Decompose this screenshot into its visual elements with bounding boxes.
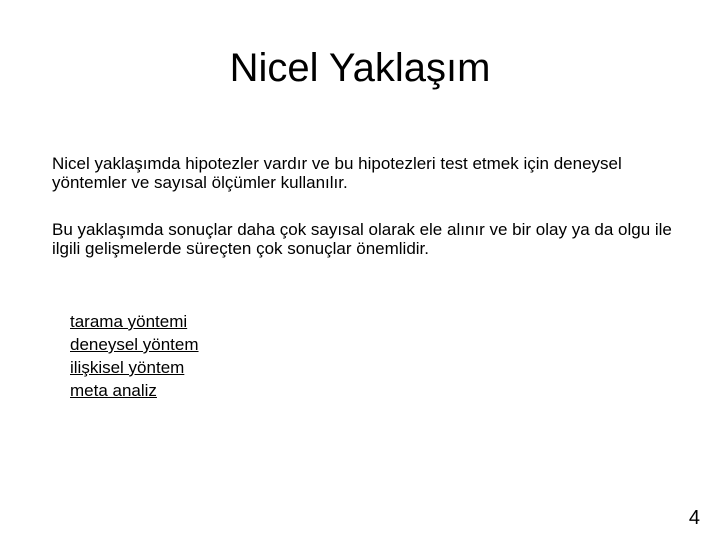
link-meta-analiz[interactable]: meta analiz [70,381,157,400]
slide-title: Nicel Yaklaşım [229,46,491,90]
list-item [50,356,199,379]
method-list [50,310,199,402]
paragraph-hypotheses: Nicel yaklaşımda hipotezler vardır ve bu hipotezleri test etmek için deneysel yöntemler ve sayısal ölçümler kullanılır. [52,154,622,192]
link-iliskisel-yontem[interactable]: ilişkisel yöntem [70,358,185,377]
link-deneysel-yontem[interactable]: deneysel yöntem [70,335,199,354]
page-number: 4 [688,507,700,529]
list-item [50,310,199,333]
link-tarama-yontemi[interactable]: tarama yöntemi [70,312,188,331]
paragraph-results: Bu yaklaşımda sonuçlar daha çok sayısal olarak ele alınır ve bir olay ya da olgu ile ilgili gelişmelerde süreçten çok sonuçlar önemlidir. [52,220,672,258]
list-item [50,379,199,402]
list-item [50,333,199,356]
